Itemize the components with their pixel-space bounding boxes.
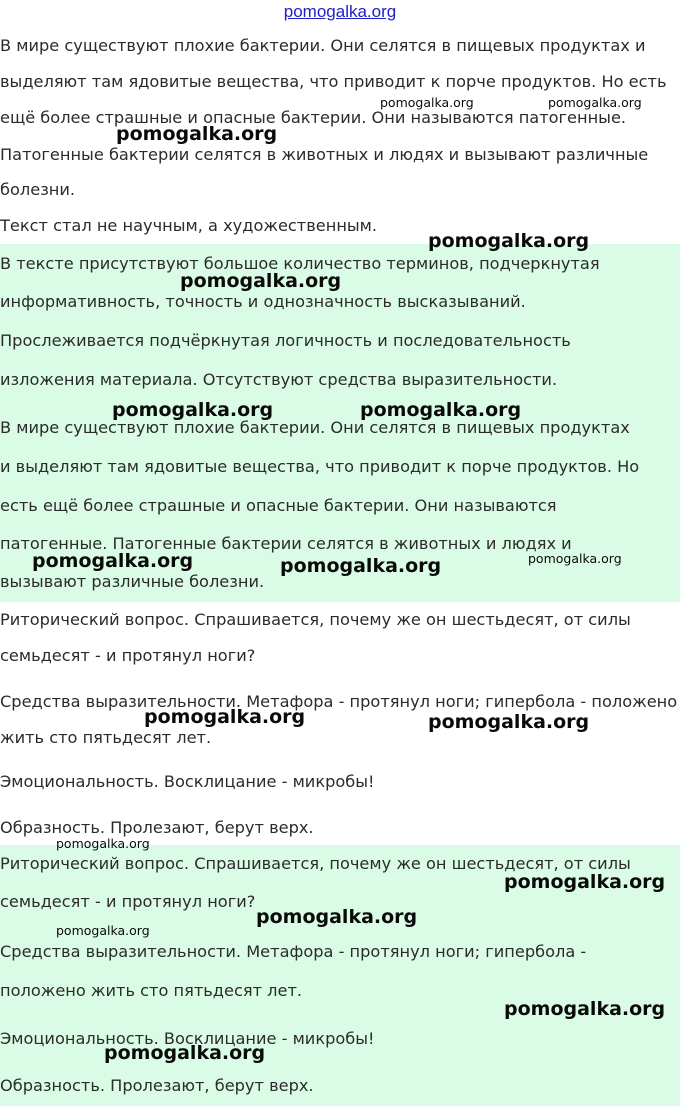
text-line: Риторический вопрос. Спрашивается, почему же он шестьдесят, от силы (0, 854, 631, 873)
text-line: Патогенные бактерии селятся в животных и людях и вызывают различные (0, 145, 649, 164)
watermark: pomogalka.org (144, 706, 306, 728)
text-line: Эмоциональность. Восклицание - микробы! (0, 1029, 375, 1048)
watermark: pomogalka.org (32, 550, 194, 572)
text-line: Образность. Пролезают, берут верх. (0, 1076, 314, 1095)
site-link[interactable]: pomogalka.org (283, 2, 397, 21)
text-line: В мире существуют плохие бактерии. Они селятся в пищевых продуктах (0, 418, 630, 437)
text-line: Средства выразительности. Метафора - протянул ноги; гипербола - положено (0, 692, 678, 711)
watermark: pomogalka.org (380, 95, 474, 110)
watermark: pomogalka.org (504, 998, 666, 1020)
watermark: pomogalka.org (256, 906, 418, 928)
text-line: Прослеживается подчёркнутая логичность и последовательность (0, 331, 571, 350)
text-line: жить сто пятьдесят лет. (0, 728, 212, 747)
watermark: pomogalka.org (528, 551, 622, 566)
text-line: вызывают различные болезни. (0, 572, 265, 591)
watermark: pomogalka.org (428, 711, 590, 733)
text-line: и выделяют там ядовитые вещества, что приводит к порче продуктов. Но (0, 457, 640, 476)
text-line: выделяют там ядовитые вещества, что приводит к порче продуктов. Но есть (0, 72, 667, 91)
watermark: pomogalka.org (428, 230, 590, 252)
watermark: pomogalka.org (548, 95, 642, 110)
text-line: информативность, точность и однозначность высказываний. (0, 292, 526, 311)
watermark: pomogalka.org (56, 923, 150, 938)
watermark: pomogalka.org (56, 836, 150, 851)
watermark: pomogalka.org (280, 555, 442, 577)
text-line: Эмоциональность. Восклицание - микробы! (0, 772, 375, 791)
text-line: В мире существуют плохие бактерии. Они селятся в пищевых продуктах и (0, 36, 646, 55)
text-line: Образность. Пролезают, берут верх. (0, 818, 314, 837)
text-line: Средства выразительности. Метафора - протянул ноги; гипербола - (0, 942, 587, 961)
text-line: семьдесят - и протянул ноги? (0, 892, 256, 911)
text-line: есть ещё более страшные и опасные бактерии. Они называются (0, 496, 557, 515)
conclusion-text: Текст стал не научным, а художественным. (0, 216, 378, 235)
watermark: pomogalka.org (112, 399, 274, 421)
text-line: болезни. (0, 180, 76, 199)
text-line: семьдесят - и протянул ноги? (0, 646, 256, 665)
text-line: изложения материала. Отсутствуют средства выразительности. (0, 370, 558, 389)
watermark: pomogalka.org (360, 399, 522, 421)
text-line: патогенные. Патогенные бактерии селятся в животных и людях и (0, 534, 572, 553)
watermark: pomogalka.org (104, 1042, 266, 1064)
text-line: В тексте присутствуют большое количество терминов, подчеркнутая (0, 254, 600, 273)
watermark: pomogalka.org (504, 871, 666, 893)
text-line: положено жить сто пятьдесят лет. (0, 981, 303, 1000)
text-line: ещё более страшные и опасные бактерии. Они называются патогенные. (0, 108, 627, 127)
text-line: Риторический вопрос. Спрашивается, почему же он шестьдесят, от силы (0, 610, 631, 629)
watermark: pomogalka.org (116, 123, 278, 145)
watermark: pomogalka.org (180, 270, 342, 292)
